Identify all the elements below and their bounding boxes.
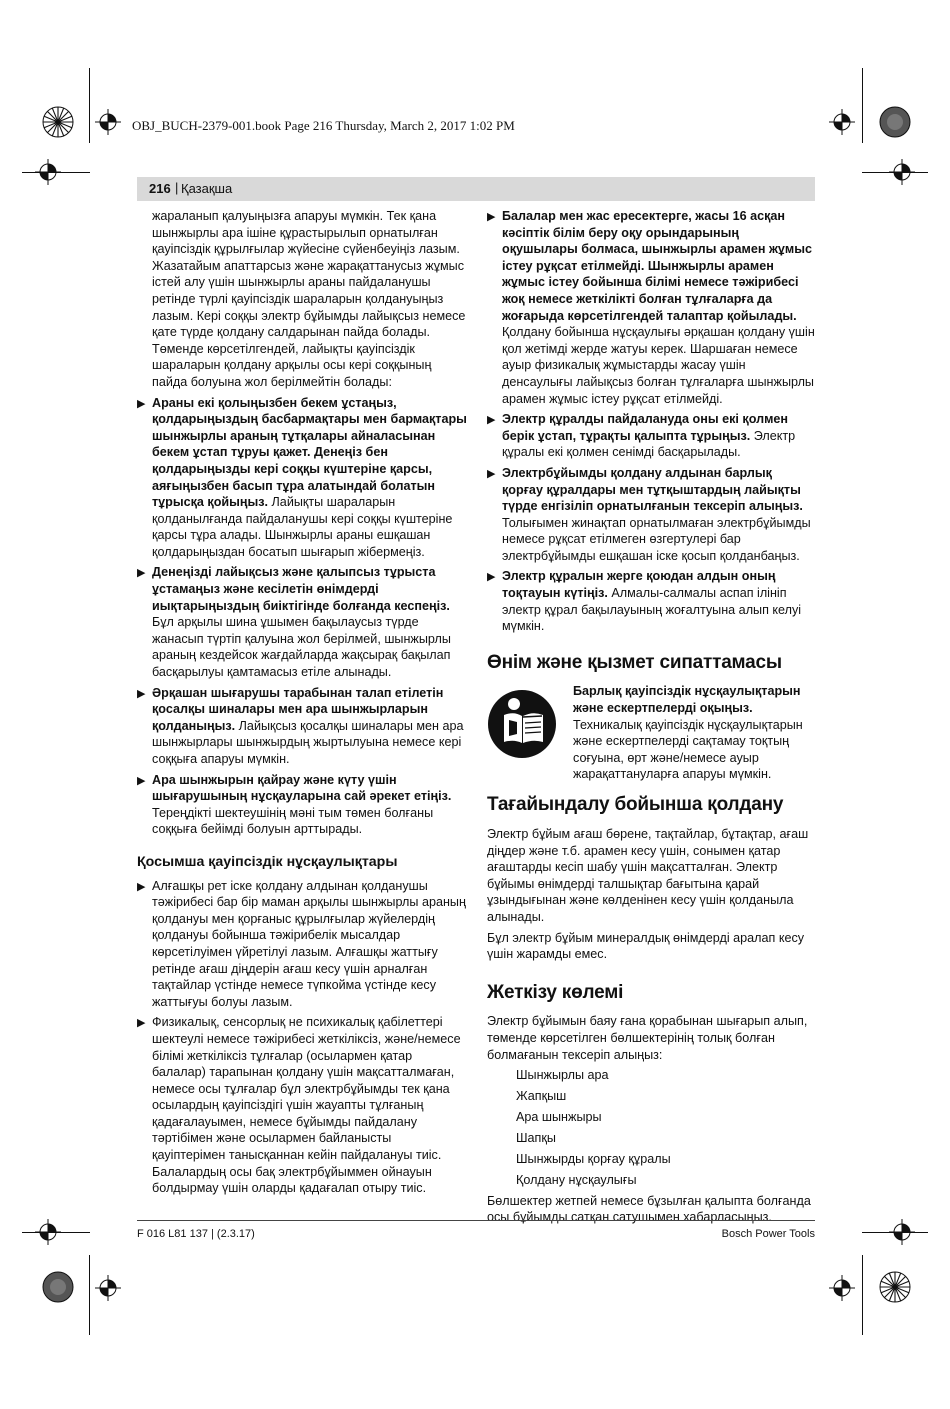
crosshair-icon — [35, 1219, 61, 1245]
bullet-triangle-icon: ▶ — [137, 1017, 146, 1030]
bullet-bold: Электрбұйымды қолдану алдынан барлық қорғау құралдары мен тұтқыштардың лайықты түрде енгізіліп орнатылғанын тексеріп алыңыз. — [502, 465, 803, 514]
gray-registration-icon — [42, 1271, 74, 1303]
crop-mark — [89, 68, 90, 143]
bullet-bold: Әрқашан шығарушы тарабынан талап етілетін қосалқы шиналары мен ара шынжырларын қолданыңыз. — [152, 685, 444, 733]
bullet-text: Электр құралы екі қолмен сенімді басқарылады. — [502, 428, 796, 460]
crosshair-icon — [95, 1275, 121, 1301]
bullet-triangle-icon: ▶ — [137, 880, 146, 893]
bullet-item — [137, 564, 467, 680]
crosshair-icon — [889, 1219, 915, 1245]
bullet-item — [487, 208, 815, 407]
bullet-text: Алмалы-салмалы аспап ілініп электр құрал бақылауының жоғалтуына алып келуі мүмкін. — [502, 586, 802, 634]
registration-mark-icon — [879, 1271, 911, 1303]
bullet-triangle-icon: ▶ — [487, 467, 496, 480]
scope-intro: Электр бұйымын баяу ғана қорабынан шығарып алып, төменде көрсетілген бөлшектерінің толық болған болмағанын тексеріп алыңыз: — [487, 1014, 808, 1062]
bullet-triangle-icon: ▶ — [487, 414, 496, 427]
bullet-bold: Балалар мен жас ересектерге, жасы 16 асқан кәсіптік білім беру оқу орындарының оқушылары болмаса, шынжырлы арамен жұмыс істеу рұқсат етілмейді. Шынжырлы арамен жұмыс істеу бойынша білімі немесе тәжірибесі жоқ немесе жеткілікті болған тұлғаларға да жоғарыда көрсетілгендей талаптар қойылады. — [502, 209, 812, 323]
footer-divider — [137, 1220, 815, 1221]
bullet-extra-text: Балалардың осы бақ электрбұйыммен ойнауын болдырмау үшін оларды қадағалап отыру тиіс. — [152, 1164, 432, 1196]
page-number: 216 — [149, 181, 171, 196]
bullet-bold: Электр құралын жерге қоюдан алдын оның тоқтауын күтіңіз. — [502, 569, 776, 601]
bullet-bold: Араны екі қолыңызбен бекем ұстаңыз, қолдарыңыздың басбармақтары мен бармақтары шынжырлы араның тұтқалары айналасынан бекем ұстап тұруы қажет. Денеңіз бен қолдарыңызды кері соққы күштеріне қарсы, аяғыңызбен басып тұра алатындай болатын тұрысқа қойыңыз. — [152, 395, 467, 510]
bullet-text: Бұл арқылы шина ұшымен бақылаусыз түрде жанасып түртіп қалуына жол берілмей, шынжырлы араның кездейсок жағдайларда жақсырақ бақылап басқарылуы қамтамасыз етіле алынады. — [152, 615, 451, 680]
bullet-item — [137, 772, 467, 838]
bullet-item — [487, 465, 815, 565]
bullet-item — [487, 568, 815, 634]
list-item: Шынжырды қорғау құралы — [516, 1151, 671, 1166]
safety-text: Техникалық қауіпсіздік нұсқаулықтарын және ескертпелерді сақтамау тоқтың соғуына, өрт және/немесе ауыр жарақаттануларға апаруы мүмкін. — [573, 717, 803, 782]
footer-code: F 016 L81 137 | (2.3.17) — [137, 1228, 255, 1240]
crosshair-icon — [35, 159, 61, 185]
sub-heading: Қосымша қауіпсіздік нұсқаулықтары — [137, 853, 398, 870]
footer-brand: Bosch Power Tools — [721, 1228, 815, 1240]
bullet-item — [137, 1014, 467, 1197]
bullet-text: Лайықты шараларын қолданылғанда пайдаланушы кері соққы күштеріне қарсы тұра алады. Шынжырлы араны ешқашан қолдарыңыздан босатып шығарып жібермеңіз. — [152, 495, 453, 559]
bullet-text: Толығымен жинақтап орнатылмаған электрбұйымды немесе рұқсат етілмеген өзгертулері бар электрбұйымды ешқашан іске қосып қолданбаңыз. — [502, 515, 811, 563]
bullet-bold: Электр құралды пайдалануда оны екі қолмен берік ұстап, тұрақты қалыпта тұрыңыз. — [502, 412, 789, 443]
bullet-text: Алғашқы рет іске қолдану алдынан қолданушы тәжірибесі бар бір маман арқылы шынжырлы араның қолдануы мен қорғаныс құрылғылар жүйелердің қолдануы бойынша тәжірибелік мысалдар көрсетілуімен үйретілуі лазым. Алғашқы жаттығу ретінде ағаш діңдерін ағаш кесу үшін арналған тақтайлар үстінде немесе түпкойма үстінде кесу жаттығуы болуы лазым. — [152, 878, 466, 1009]
print-slug: OBJ_BUCH-2379-001.book Page 216 Thursday, March 2, 2017 1:02 PM — [132, 118, 515, 133]
crop-mark — [89, 1255, 90, 1335]
use-paragraph: Бұл электр бұйым минералдық өнімдерді аралап кесу үшін жарамды емес. — [487, 930, 805, 962]
bullet-text: Тереңдікті шектеушінің мәні тым төмен болғаны соққыға бейімді болуын арттырады. — [152, 805, 434, 837]
crosshair-icon — [889, 159, 915, 185]
bullet-triangle-icon: ▶ — [137, 687, 146, 700]
list-item: Шынжырлы ара — [516, 1068, 609, 1083]
list-item: Шапқы — [516, 1130, 556, 1145]
bullet-item — [137, 878, 467, 1011]
list-item: Қолдану нұсқаулығы — [516, 1172, 637, 1187]
right-column — [487, 208, 815, 1230]
bullet-triangle-icon: ▶ — [137, 397, 146, 410]
use-paragraph: Электр бұйым ағаш бөрене, тақтайлар, бұтақтар, ағаш діңдер және т.б. арамен кесу үшін, сонымен қатар ағаштарды кесіп шабу үшін мақсатталған. Электр бұйымы өнімдерді талшықтар бағытына қарай ұзындығынан және көлденінен кесу үшін қолданыла алынады. — [487, 827, 809, 924]
bullet-triangle-icon: ▶ — [487, 571, 496, 584]
section-heading: Тағайындалу бойынша қолдану — [487, 794, 784, 816]
crosshair-icon — [829, 109, 855, 135]
gray-registration-icon — [879, 106, 911, 138]
bullet-text: Лайықсыз қосалқы шиналары мен ара шынжырлары шынжырдың жыртылуына немесе кері соққыға апаруы мүмкін. — [152, 718, 464, 766]
bullet-item — [137, 395, 467, 561]
scope-list — [487, 1067, 815, 1188]
bullet-bold: Денеңізді лайықсыз және қалыпсыз тұрыста ұстамаңыз және кесілетін өнімдерді иықтарыңыздың биіктігінде болғанда кеспеңіз. — [152, 565, 450, 613]
page-header — [137, 177, 815, 201]
crop-mark — [862, 68, 863, 143]
scope-outro: Бөлшектер жетпей немесе бұзылған қалыпта болғанда осы бұйымды сатқан сатушымен хабарласыңыз. — [487, 1193, 811, 1225]
intro-paragraph: жараланып қалуыңызға апаруы мүмкін. Тек қана шынжырлы ара ішіне құрастырылып орнатылған қауіпсіздік құрылғылар жүйесіне сүйенбеуіңіз лазым. Жазатайым апаттарсыз және жарақаттанусыз жұмыс істей алу үшін шынжырлы араны пайдаланушы ретінде түрлі қауіпсіздік шараларын қолдануыңыз лазым. Кері соққы электр бұйымды лайықсыз немесе қате түрде қолдану салдарынан пайда болады. Төменде көрсетілгендей, лайықты қауіпсіздік шараларын қолдану арқылы осы кері соққының пайда болуына жол берілмейтін болады: — [152, 209, 466, 389]
bullet-item — [137, 685, 467, 768]
section-heading: Жеткізу көлемі — [487, 981, 624, 1003]
list-item: Жапқыш — [516, 1089, 567, 1104]
bullet-item — [487, 411, 815, 461]
crosshair-icon — [95, 109, 121, 135]
left-column — [137, 208, 467, 1201]
crop-mark — [862, 1255, 863, 1335]
section-heading: Өнім және қызмет сипаттамасы — [487, 651, 782, 673]
crosshair-icon — [829, 1275, 855, 1301]
safety-notice — [487, 683, 815, 782]
safety-bold: Барлық қауіпсіздік нұсқаулықтарын және ескертпелерді оқыңыз. — [573, 684, 801, 716]
registration-mark-icon — [42, 106, 74, 138]
bullet-triangle-icon: ▶ — [137, 774, 146, 787]
bullet-triangle-icon: ▶ — [487, 211, 496, 223]
read-manual-icon — [487, 689, 557, 759]
bullet-text: Физикалық, сенсорлық не психикалық қабілеттері шектеулі немесе тәжірибесі жеткіліксіз, және/немесе білімі жеткіліксіз тұлғалар (осылармен қатар балалар) тарапынан қолдану үшін мақсатталмаған, немесе осы тұлғалар бұл электрбұйымды тек қана осылардың қауіпсіздігі үшін жауапты тұлғаның қадағалауымен, немесе бұйымды пайдалану тәртібімен және осылармен байланысты қауіптерімен танысқаннан кейін пайдалануы тиіс. — [152, 1015, 461, 1163]
bullet-bold: Ара шынжырын қайрау және күту үшін шығарушының нұсқауларына сай әрекет етіңіз. — [152, 772, 452, 804]
bullet-text: Қолдану бойынша нұсқаулығы әрқашан қолдану үшін қол жетімді жерде жатуы керек. Шаршаған немесе ауыр физикалық жұмыстарды жасау үшін денсаулығы лайықсыз болған тұлғаларға шынжырлы арамен жұмыс істеу рұқсат етілмейді. — [502, 325, 815, 406]
header-language: Қазақша — [181, 181, 233, 196]
list-item: Ара шынжыры — [516, 1109, 602, 1124]
header-separator: | — [175, 180, 179, 195]
bullet-triangle-icon: ▶ — [137, 567, 146, 580]
